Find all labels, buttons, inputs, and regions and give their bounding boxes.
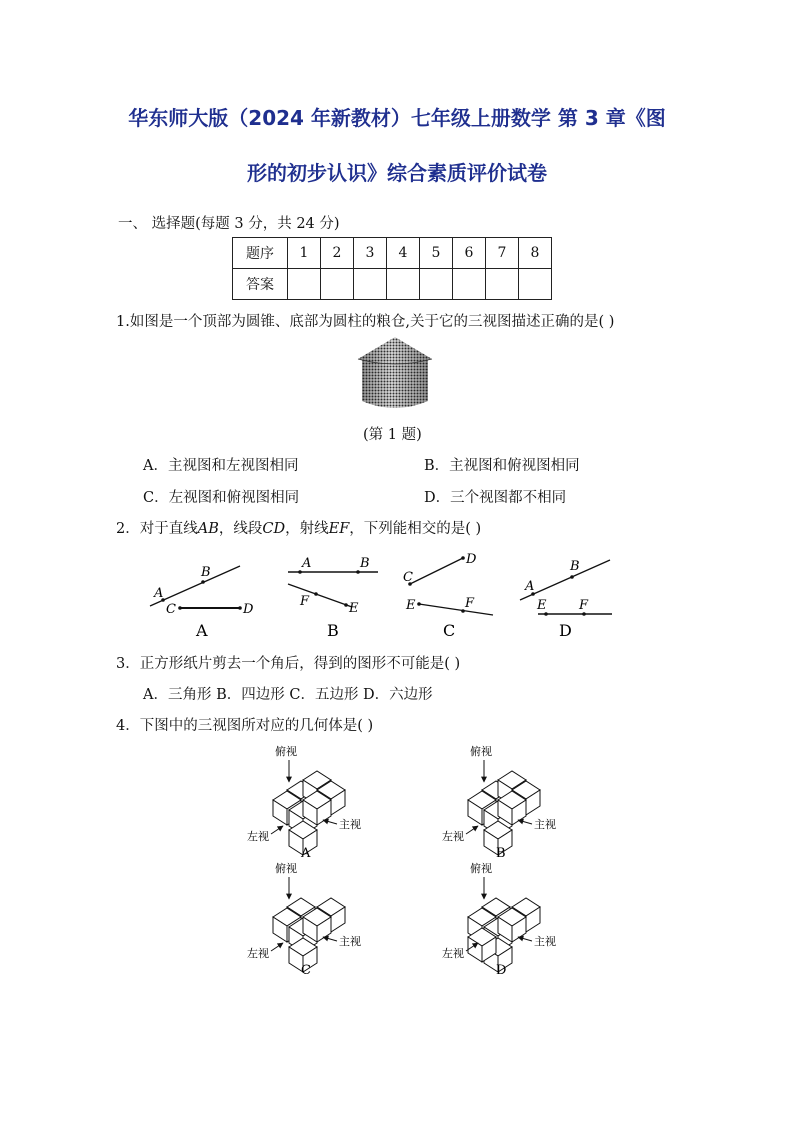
left-view-arrow xyxy=(271,943,283,951)
front-view-arrow xyxy=(518,820,532,824)
label-a: A xyxy=(154,586,164,601)
section-heading: 一、 选择题(每题 3 分，共 24 分) xyxy=(118,216,340,232)
q3-stem: 3．正方形纸片剪去一个角后，得到的图形不可能是( ) xyxy=(116,656,461,672)
front-view-arrow xyxy=(518,937,532,941)
left-view-arrow xyxy=(271,826,283,834)
label-c: C xyxy=(166,602,176,617)
left-view-label: 左视 xyxy=(247,947,269,960)
q4-figure-c xyxy=(247,862,361,978)
left-view-label: 左视 xyxy=(442,947,464,960)
q2-caption-b: B xyxy=(327,621,339,640)
q4-caption: D xyxy=(496,963,507,978)
label-c: C xyxy=(403,570,413,585)
top-view-label: 俯视 xyxy=(470,745,492,758)
q4-figure-b xyxy=(442,745,556,861)
q2-stem-prefix: 2．对于直线 xyxy=(116,521,198,537)
paper-title-line1: 华东师大版（2024 年新教材）七年级上册数学 第 3 章《图 xyxy=(128,106,666,130)
table-number: 2 xyxy=(321,238,354,269)
label-f: F xyxy=(579,598,589,613)
table-number: 6 xyxy=(453,238,486,269)
q2-caption-d: D xyxy=(559,621,572,640)
q2-stem-ab: AB xyxy=(197,521,219,537)
top-view-label: 俯视 xyxy=(470,862,492,875)
q4-caption: C xyxy=(301,963,311,978)
label-b: B xyxy=(201,565,211,580)
top-view-label: 俯视 xyxy=(275,862,297,875)
q2-caption-a: A xyxy=(196,621,208,640)
q1-option-c: C．左视图和俯视图相同 xyxy=(143,490,300,506)
label-a: A xyxy=(525,579,535,594)
q2-stem-suffix: ，下列能相交的是( ) xyxy=(349,521,482,537)
table-row2-label: 答案 xyxy=(233,269,288,300)
q2-caption-c: C xyxy=(443,621,456,640)
q1-option-d: D．三个视图都不相同 xyxy=(424,490,567,506)
label-a: A xyxy=(302,556,312,571)
table-number: 7 xyxy=(486,238,519,269)
label-e: E xyxy=(537,598,547,613)
q2-stem-cd: CD xyxy=(262,521,286,537)
left-view-arrow xyxy=(466,826,478,834)
paper-title-line2: 形的初步认识》综合素质评价试卷 xyxy=(247,161,547,185)
q1-option-b: B．主视图和俯视图相同 xyxy=(424,458,580,474)
table-number: 8 xyxy=(519,238,552,269)
front-view-label: 主视 xyxy=(339,818,361,831)
q4-caption: A xyxy=(301,846,311,861)
label-d: D xyxy=(466,552,477,567)
table-number: 5 xyxy=(420,238,453,269)
q1-option-a: A．主视图和左视图相同 xyxy=(143,458,299,474)
q2-stem-mid2: ，射线 xyxy=(285,521,329,537)
label-f: F xyxy=(300,594,310,609)
label-d: D xyxy=(243,602,254,617)
front-view-label: 主视 xyxy=(534,935,556,948)
q4-figure-d xyxy=(442,862,556,978)
front-view-label: 主视 xyxy=(534,818,556,831)
q1-stem: 1.如图是一个顶部为圆锥、底部为圆柱的粮仓,关于它的三视图描述正确的是( ) xyxy=(116,314,615,330)
table-number: 4 xyxy=(387,238,420,269)
front-view-arrow xyxy=(323,820,337,824)
q2-stem-ef: EF xyxy=(328,521,350,537)
left-view-label: 左视 xyxy=(247,830,269,843)
left-view-label: 左视 xyxy=(442,830,464,843)
q4-stem: 4．下图中的三视图所对应的几何体是( ) xyxy=(116,718,374,734)
front-view-arrow xyxy=(323,937,337,941)
label-b: B xyxy=(360,556,370,571)
label-e: E xyxy=(349,601,359,616)
label-b: B xyxy=(570,559,580,574)
q4-caption: B xyxy=(496,846,506,861)
front-view-label: 主视 xyxy=(339,935,361,948)
table-number: 3 xyxy=(354,238,387,269)
label-f: F xyxy=(465,596,475,611)
label-e: E xyxy=(406,598,416,613)
q2-stem-mid1: ，线段 xyxy=(218,521,263,537)
q3-options: A．三角形 B．四边形 C．五边形 D．六边形 xyxy=(143,687,433,703)
q1-caption: (第 1 题) xyxy=(363,427,422,443)
table-row1-label: 题序 xyxy=(233,238,288,269)
table-number: 1 xyxy=(288,238,321,269)
top-view-label: 俯视 xyxy=(275,745,297,758)
q4-figure-a xyxy=(247,745,361,861)
